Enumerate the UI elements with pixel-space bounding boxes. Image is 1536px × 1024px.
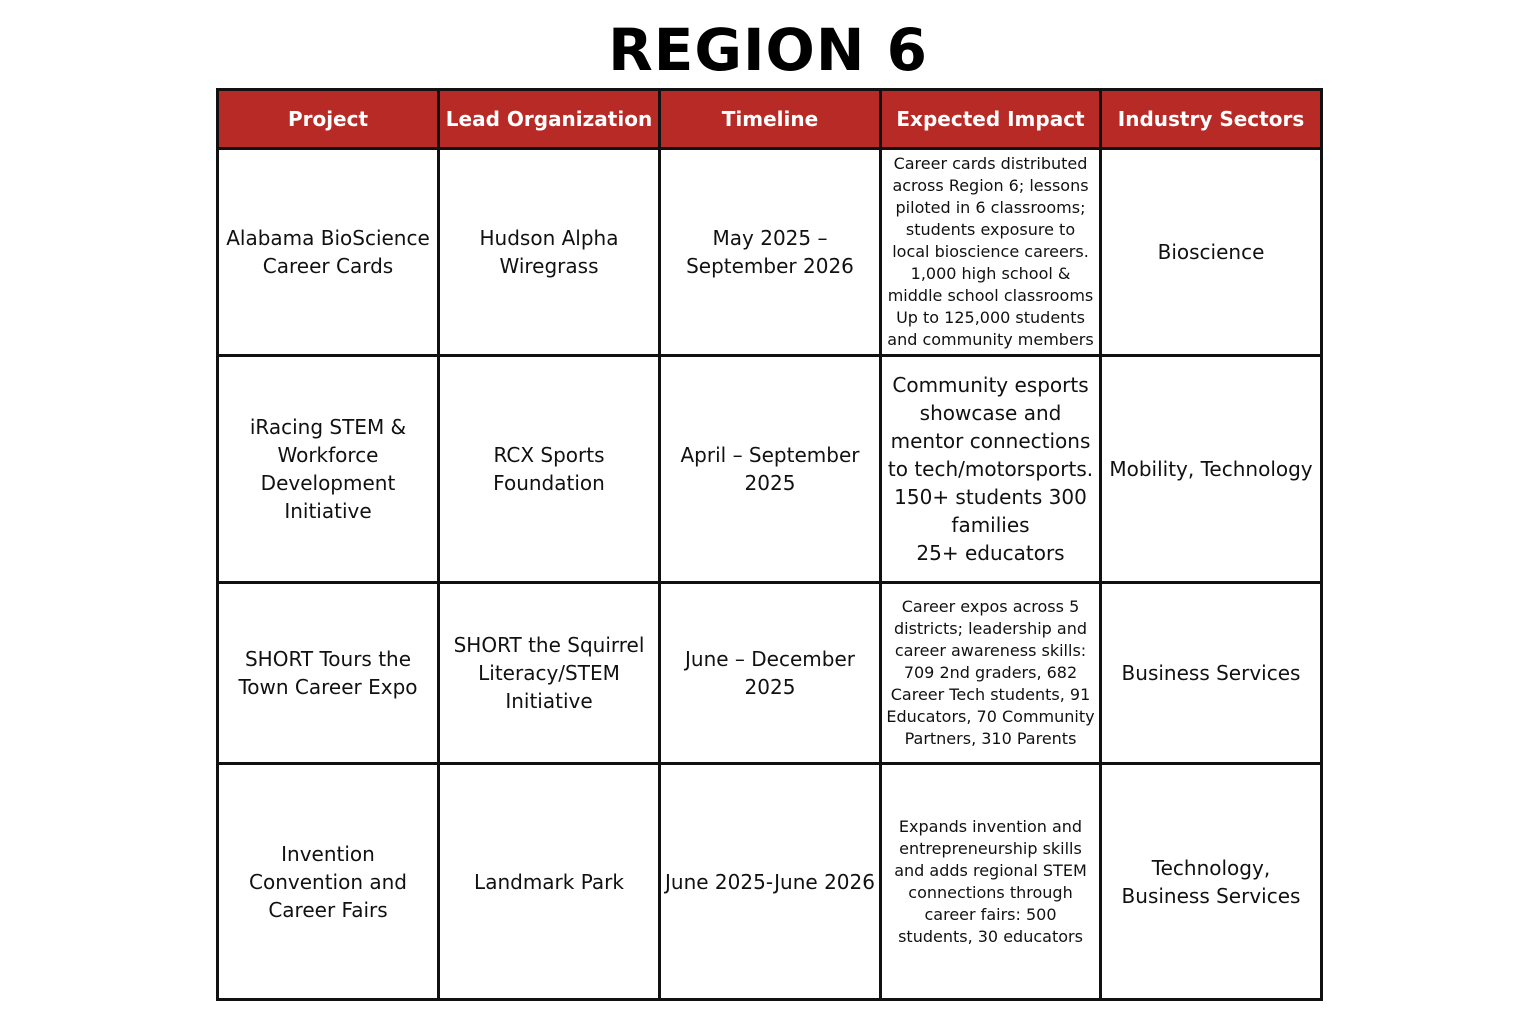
cell-industry-sectors: Technology, Business Services bbox=[1101, 764, 1322, 1000]
impact-line: 150+ students 300 families bbox=[894, 485, 1087, 537]
cell-lead-organization: Hudson Alpha Wiregrass bbox=[439, 149, 660, 356]
impact-line: Career cards distributed across Region 6; lessons piloted in 6 classrooms; students exposure to local bioscience careers. bbox=[892, 154, 1089, 261]
header-industry-sectors: Industry Sectors bbox=[1101, 90, 1322, 149]
page-title: REGION 6 bbox=[608, 16, 928, 84]
region-projects-table bbox=[216, 88, 1323, 1001]
impact-line: 1,000 high school & middle school classrooms bbox=[887, 264, 1094, 305]
cell-timeline: June – December 2025 bbox=[660, 583, 881, 764]
table-row bbox=[218, 764, 1322, 1000]
impact-line: Career expos across 5 districts; leadership and career awareness skills: 709 2nd graders, 682 Career Tech students, 91 Educators, 70 Community Partners, 310 Parents bbox=[886, 597, 1095, 748]
cell-lead-organization: SHORT the Squirrel Literacy/STEM Initiative bbox=[439, 583, 660, 764]
impact-line: Community esports showcase and mentor connections to tech/motorsports. bbox=[887, 373, 1094, 481]
cell-project: Alabama BioScience Career Cards bbox=[218, 149, 439, 356]
table-row bbox=[218, 356, 1322, 583]
cell-timeline: May 2025 – September 2026 bbox=[660, 149, 881, 356]
cell-industry-sectors: Business Services bbox=[1101, 583, 1322, 764]
cell-timeline: April – September 2025 bbox=[660, 356, 881, 583]
header-expected-impact: Expected Impact bbox=[881, 90, 1101, 149]
cell-lead-organization: Landmark Park bbox=[439, 764, 660, 1000]
cell-industry-sectors: Bioscience bbox=[1101, 149, 1322, 356]
table-row bbox=[218, 149, 1322, 356]
cell-lead-organization: RCX Sports Foundation bbox=[439, 356, 660, 583]
header-timeline: Timeline bbox=[660, 90, 881, 149]
cell-project: SHORT Tours the Town Career Expo bbox=[218, 583, 439, 764]
table-row bbox=[218, 583, 1322, 764]
cell-project: Invention Convention and Career Fairs bbox=[218, 764, 439, 1000]
impact-line: Expands invention and entrepreneurship skills and adds regional STEM connections through career fairs: 500 students, 30 educators bbox=[894, 816, 1087, 946]
cell-expected-impact bbox=[881, 583, 1101, 764]
header-project: Project bbox=[218, 90, 439, 149]
cell-expected-impact bbox=[881, 764, 1101, 1000]
impact-line: Up to 125,000 students and community members bbox=[887, 308, 1094, 349]
cell-expected-impact bbox=[881, 149, 1101, 356]
cell-timeline: June 2025-June 2026 bbox=[660, 764, 881, 1000]
cell-industry-sectors: Mobility, Technology bbox=[1101, 356, 1322, 583]
region-table-container bbox=[216, 88, 1320, 1001]
table-header-row bbox=[218, 90, 1322, 149]
cell-expected-impact bbox=[881, 356, 1101, 583]
cell-project: iRacing STEM & Workforce Development Initiative bbox=[218, 356, 439, 583]
impact-line: 25+ educators bbox=[916, 541, 1065, 565]
header-lead-organization: Lead Organization bbox=[439, 90, 660, 149]
